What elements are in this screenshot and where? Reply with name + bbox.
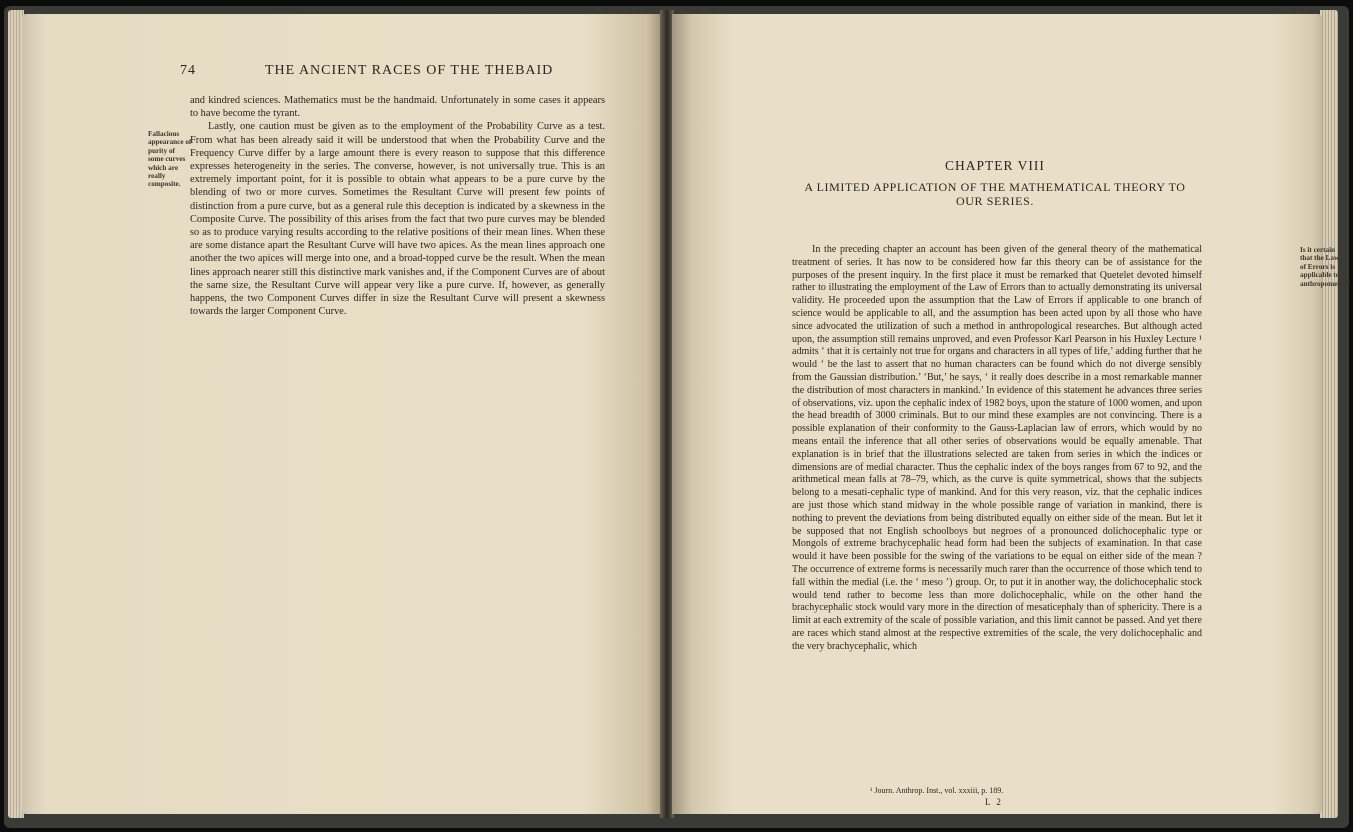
right-paragraph-1: In the preceding chapter an account has been given of the general theory of the mathematical treatment of series. It has now to be considered how far this theory can be of assistance for the purposes of the present inquiry. In the first place it must be remarked that Quetelet devoted himself rather to illustrating the employment of the Law of Errors than to actually demonstrating its universal validity. He proceeded upon the assumption that the Law of Errors if applicable to one branch of science would be applicable to all, and the assumption has been acted upon by all those who have since advocated the utilization of such a method in anthropological researches. But although acted upon, the assumption still remains unproved, and even Professor Karl Pearson in his Huxley Lecture ¹ admits ‘ that it is certainly not true for organs and characters in all types of life,’ adding further that he would ‘ be the last to assert that no human characters can be found which do not diverge sensibly from the Gaussian distribution.’ ‘But,’ he says, ‘ it really does describe in a most remarkable manner the distribution of most characters in mankind.’ In evidence of this statement he advances three series of observations, viz. upon the cephalic index of 1982 boys, upon the stature of 1000 women, and upon the head breadth of 3000 criminals. But to our mind these examples are not convincing. There is a possible explanation of their conformity to the Gauss-Laplacian law of errors, which would by no means entail the inference that all other series of observations would be equally amenable. That explanation is in brief that the illustrations selected are taken from series in which the indices or dimensions are of medial character. Thus the cephalic index of the boys ranges from 67 to 92, and the arithmetical mean falls at 78–79, which, as the curve is quite symmetrical, shows that the subjects belong to a mesati-cephalic type of mankind. And for this very reason, viz. that the cephalic indices are just those which stand midway in the whole possible range of variation in mankind, there is nothing to prevent the deviations from being distributed equally on either side of the mean. But let it be supposed that not English schoolboys but negroes of a pronounced dolichocephalic type or Mongols of extreme brachycephalic head form had been the subjects of examination. In that case would it have been possible for the swing of the variations to be equal on either side of the mean ? The occurrence of extreme forms is necessarily much rarer than the occurrence of those which tend to fall within the medial (i.e. the ‘ meso ’) group. Or, to put it in another way, the dolichocephalic stock would tend rather to become less than more dolichocephalic, while on the other hand the brachycephalic stock would vary more in the direction of mesaticephaly than of sphericity. There is a limit at each extremity of the scale of possible variation, and this limit cannot be passed. And yet there are races which stand almost at the respective extremities of the scale, the very dolichocephalic and the very brachycephalic, which xyxy=(792,244,1202,652)
left-paragraph-1: and kindred sciences. Mathematics must be the handmaid. Unfortunately in some cases it appears to have become the tyrant. xyxy=(190,95,605,120)
page-number: 74 xyxy=(180,63,196,78)
left-paragraph-2: Lastly, one caution must be given as to the employment of the Probability Curve as a test. From what has been already said it will be understood that when the Probability Curve and the Frequency Curve differ by a large amount there is every reason to suppose that this difference expresses heterogeneity in the series. The converse, however, is not universally true. This is an extremely important point, for it is possible to obtain what appears to be a pure curve by the blending of two or more curves. Sometimes the Resultant Curve will present few points of distinction from a pure curve, but as a general rule this deception is indicated by a skewness in the Composite Curve. The possibility of this arises from the fact that two pure curves may be blended so as to produce varying results according to the relative positions of their mean lines. When these are some distance apart the Resultant Curve will have two apices. As the mean lines approach one another the two apices will merge into one, and a broad-topped curve be the result. When the mean lines approach nearer still this distinctive mark vanishes and, if the Component Curves are of about the same size, the Resultant Curve will appear very like a pure curve. If, however, as generally happens, the two Component Curves differ in size the Resultant Curve will present a skewness towards the larger Component Curve. xyxy=(190,121,605,318)
footnote: ¹ Journ. Anthrop. Inst., vol. xxxiii, p. 189. xyxy=(870,786,1004,795)
right-page-edges xyxy=(1320,10,1338,818)
left-page-body xyxy=(190,94,605,318)
running-head: THE ANCIENT RACES OF THE THEBAID xyxy=(265,63,554,78)
left-side-note: Fallacious appearance of purity of some curves which are really composite. xyxy=(148,130,192,189)
right-side-note: Is it certain that the Law of Errors is applicable to anthropometry? xyxy=(1300,246,1351,288)
signature-mark: L 2 xyxy=(985,797,1003,807)
chapter-heading: CHAPTER VIII xyxy=(945,158,1045,173)
right-page-body xyxy=(792,244,1202,654)
chapter-title: A LIMITED APPLICATION OF THE MATHEMATICAL THEORY TO OUR SERIES. xyxy=(804,180,1186,208)
